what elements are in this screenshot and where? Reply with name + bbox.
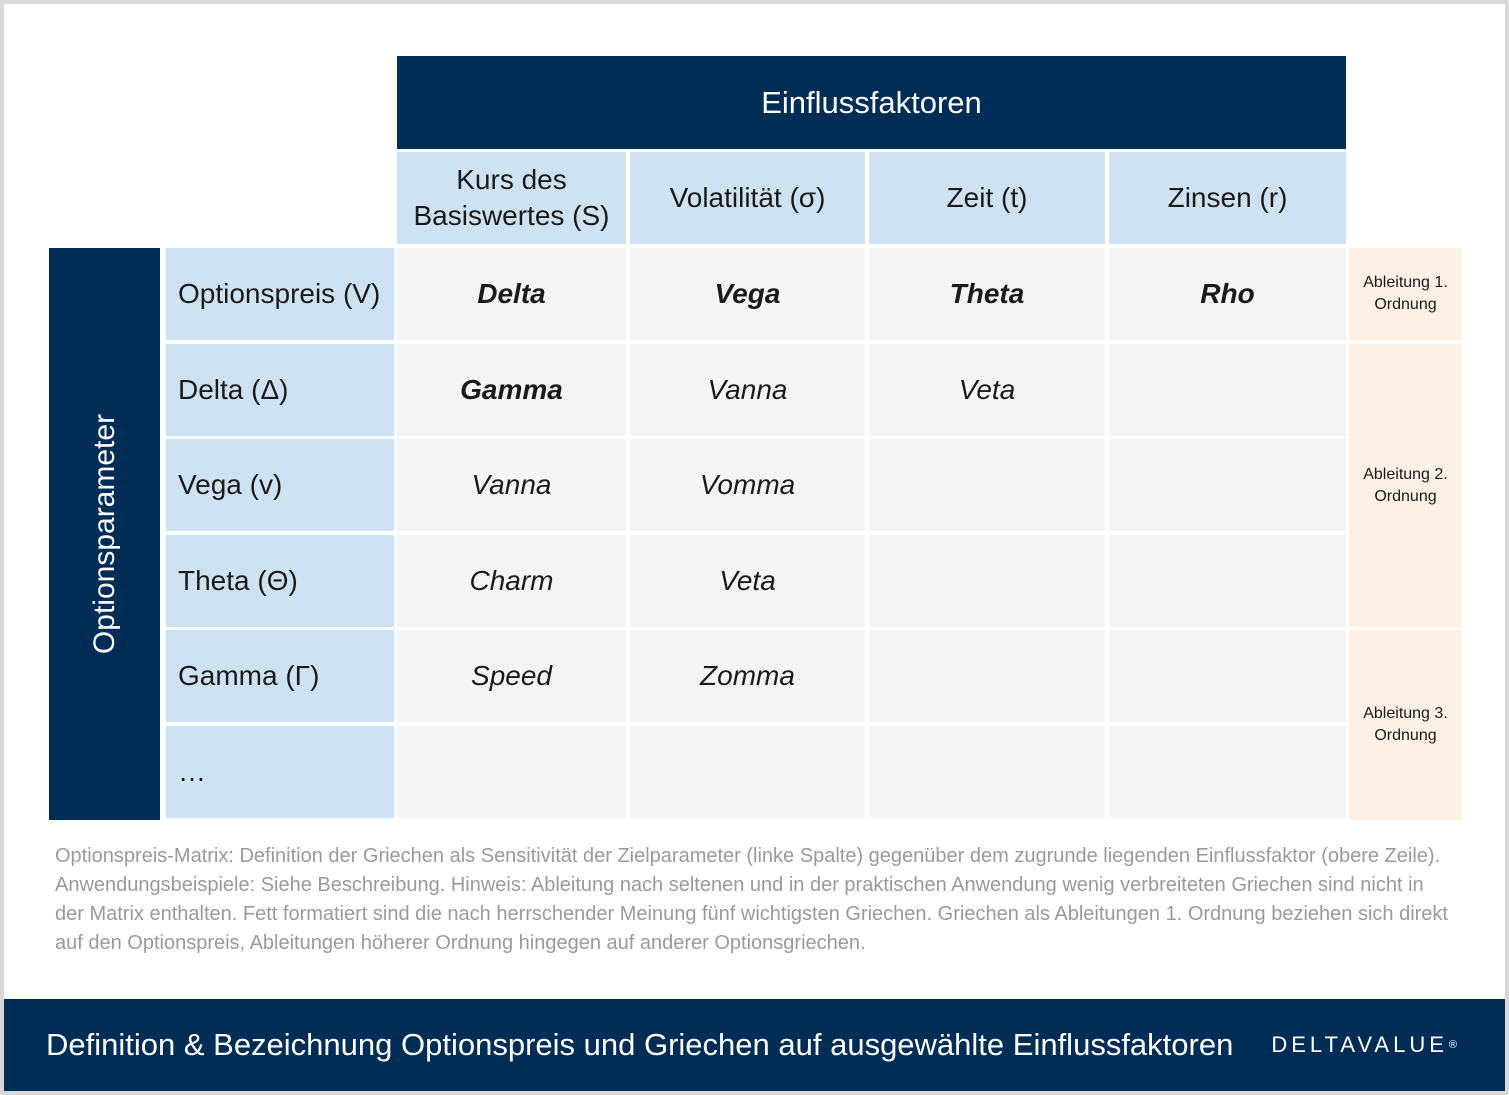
matrix-cell: Zomma bbox=[630, 630, 865, 722]
row-header-gamma: Gamma (Γ) bbox=[166, 630, 394, 722]
matrix-cell bbox=[397, 726, 626, 818]
matrix-cell bbox=[630, 726, 865, 818]
order-label-2: Ableitung 2. Ordnung bbox=[1349, 344, 1462, 627]
matrix-cell: Delta bbox=[397, 248, 626, 340]
matrix-cell bbox=[869, 535, 1105, 627]
matrix-cell: Gamma bbox=[397, 344, 626, 436]
logo-text: DELTAVALUE bbox=[1271, 1032, 1448, 1057]
row-header-more: … bbox=[166, 726, 394, 818]
registered-mark: ® bbox=[1448, 1039, 1457, 1051]
matrix-cell bbox=[869, 630, 1105, 722]
page-frame bbox=[4, 4, 1505, 1091]
column-header-volatilitaet: Volatilität (σ) bbox=[630, 152, 865, 244]
row-header-vega: Vega (v) bbox=[166, 439, 394, 531]
matrix-caption: Optionspreis-Matrix: Definition der Griechen als Sensitivität der Zielparameter (linke Spalte) gegenüber dem zugrunde liegenden Einflussfaktor (obere Zeile). Anwendungsbeispiele: Siehe Beschreibung. Hinweis: Ableitung nach seltenen und in der praktischen Anwendung wenig verbreiteten Griechen sind nicht in der Matrix enthalten. Fett formatiert sind die nach herrschender Meinung fünf wichtigsten Griechen. Griechen als Ableitungen 1. Ordnung beziehen sich direkt auf den Optionspreis, Ableitungen höherer Ordnung hingegen auf anderer Optionsgriechen. bbox=[55, 845, 1448, 954]
matrix-cell: Vanna bbox=[397, 439, 626, 531]
matrix-cell: Speed bbox=[397, 630, 626, 722]
row-header-theta: Theta (Θ) bbox=[166, 535, 394, 627]
matrix-cell: Vega bbox=[630, 248, 865, 340]
matrix-cell: Theta bbox=[869, 248, 1105, 340]
matrix-cell: Veta bbox=[869, 344, 1105, 436]
matrix-cell: Vomma bbox=[630, 439, 865, 531]
deltavalue-logo bbox=[1271, 999, 1457, 1091]
einflussfaktoren-header: Einflussfaktoren bbox=[397, 56, 1346, 149]
matrix-cell bbox=[1109, 344, 1346, 436]
matrix-cell: Vanna bbox=[630, 344, 865, 436]
order-label-3: Ableitung 3. Ordnung bbox=[1349, 630, 1462, 820]
matrix-cell bbox=[869, 726, 1105, 818]
matrix-cell: Charm bbox=[397, 535, 626, 627]
footer-bar bbox=[4, 999, 1505, 1091]
column-header-kurs: Kurs des Basiswertes (S) bbox=[397, 152, 626, 244]
column-header-zeit: Zeit (t) bbox=[869, 152, 1105, 244]
matrix-cell bbox=[1109, 630, 1346, 722]
column-header-zinsen: Zinsen (r) bbox=[1109, 152, 1346, 244]
matrix-cell bbox=[1109, 535, 1346, 627]
footer-title: Definition & Bezeichnung Optionspreis und Griechen auf ausgewählte Einflussfaktoren bbox=[46, 1027, 1234, 1062]
row-header-delta: Delta (Δ) bbox=[166, 344, 394, 436]
row-header-optionspreis: Optionspreis (V) bbox=[166, 248, 394, 340]
optionsparameter-label: Optionsparameter bbox=[87, 413, 121, 655]
matrix-cell: Veta bbox=[630, 535, 865, 627]
matrix-cell: Rho bbox=[1109, 248, 1346, 340]
optionsparameter-band bbox=[49, 248, 160, 820]
matrix-cell bbox=[1109, 726, 1346, 818]
matrix-cell bbox=[1109, 439, 1346, 531]
matrix-cell bbox=[869, 439, 1105, 531]
order-label-1: Ableitung 1. Ordnung bbox=[1349, 248, 1462, 340]
